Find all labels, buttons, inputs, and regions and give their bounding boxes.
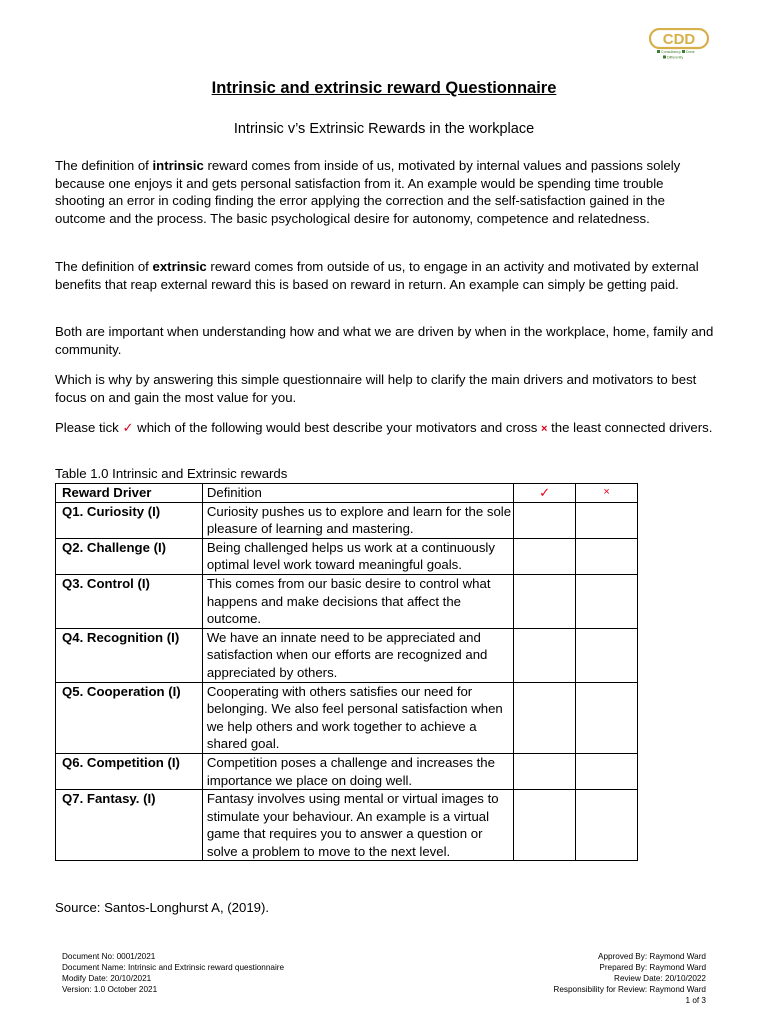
- tick-cell[interactable]: [514, 753, 576, 789]
- table-row: [56, 682, 638, 753]
- keyword-intrinsic: intrinsic: [152, 158, 204, 173]
- table-row: [56, 790, 638, 861]
- paragraph-purpose: Which is why by answering this simple questionnaire will help to clarify the main drivers and motivators to best focus on and gain the most value for you.: [55, 372, 697, 405]
- prepared-by: Prepared By: Raymond Ward: [599, 963, 706, 972]
- tick-icon: ✓: [122, 420, 134, 435]
- header-cross-icon: ×: [576, 484, 638, 503]
- reward-driver-cell: Q7. Fantasy. (I): [56, 790, 203, 861]
- approved-by: Approved By: Raymond Ward: [597, 952, 706, 961]
- definition-cell: Curiosity pushes us to explore and learn for the sole pleasure of learning and mastering.: [202, 502, 513, 538]
- header-definition: Definition: [202, 484, 513, 503]
- definition-cell: We have an innate need to be appreciated and satisfaction when our efforts are recognized and appreciated by others.: [202, 628, 513, 682]
- version: Version: 1.0 October 2021: [62, 985, 158, 994]
- cross-icon: ×: [541, 423, 548, 435]
- review-responsibility: Responsibility for Review: Raymond Ward: [553, 985, 706, 994]
- table-header-row: [56, 484, 638, 503]
- rewards-table: [55, 483, 638, 861]
- tick-cell[interactable]: [514, 574, 576, 628]
- table-row: [56, 538, 638, 574]
- page-number: 1 of 3: [685, 996, 706, 1005]
- tick-cell[interactable]: [514, 682, 576, 753]
- svg-text:CDD: CDD: [662, 31, 696, 48]
- reward-driver-cell: Q5. Cooperation (I): [56, 682, 203, 753]
- header-reward-driver: Reward Driver: [56, 484, 203, 503]
- tick-cell[interactable]: [514, 502, 576, 538]
- reward-driver-cell: Q2. Challenge (I): [56, 538, 203, 574]
- tick-cell[interactable]: [514, 628, 576, 682]
- svg-text:Differently: Differently: [667, 55, 684, 60]
- tick-cell[interactable]: [514, 790, 576, 861]
- paragraph-intrinsic-definition: The definition of intrinsic reward comes from inside of us, motivated by internal values and passions solely because one enjoys it and gets personal satisfaction from it. An example would be spending time trouble shooting an error in coding finding the error applying the correction and the self-satisfaction gained in the outcome and the process. The basic psychological desire for autonomy, competence and relatedness.: [55, 158, 681, 226]
- table-caption: Table 1.0 Intrinsic and Extrinsic rewards: [55, 466, 288, 481]
- cross-cell[interactable]: [576, 538, 638, 574]
- document-title: Intrinsic and extrinsic reward Questionnaire: [211, 79, 557, 97]
- definition-cell: Being challenged helps us work at a continuously optimal level work toward meaningful goals.: [202, 538, 513, 574]
- paragraph-extrinsic-definition: The definition of extrinsic reward comes from outside of us, to engage in an activity and motivated by external benefits that reap external reward this is based on reward in return. An example can simply be getting paid.: [55, 259, 699, 292]
- table-row: [56, 574, 638, 628]
- reward-driver-cell: Q6. Competition (I): [56, 753, 203, 789]
- header-tick-icon: ✓: [514, 484, 576, 503]
- modify-date: Modify Date: 20/10/2021: [62, 974, 152, 983]
- cross-cell[interactable]: [576, 682, 638, 753]
- definition-cell: This comes from our basic desire to control what happens and make decisions that affect the outcome.: [202, 574, 513, 628]
- document-name: Document Name: Intrinsic and Extrinsic reward questionnaire: [62, 963, 285, 972]
- cross-cell[interactable]: [576, 790, 638, 861]
- cross-cell[interactable]: [576, 753, 638, 789]
- reward-driver-cell: Q1. Curiosity (I): [56, 502, 203, 538]
- cross-cell[interactable]: [576, 628, 638, 682]
- review-date: Review Date: 20/10/2022: [614, 974, 706, 983]
- footer-document-info: [62, 951, 284, 995]
- table-row: [56, 628, 638, 682]
- document-subtitle: Intrinsic v’s Extrinsic Rewards in the workplace: [233, 121, 535, 137]
- definition-cell: Fantasy involves using mental or virtual images to stimulate your behaviour. An example is a virtual game that requires you to answer a question or solve a problem to move to the next level.: [202, 790, 513, 861]
- table-row: [56, 502, 638, 538]
- definition-cell: Competition poses a challenge and increases the importance we place on doing well.: [202, 753, 513, 789]
- cross-cell[interactable]: [576, 574, 638, 628]
- table-row: [56, 753, 638, 789]
- paragraph-importance: Both are important when understanding how and what we are driven by when in the workplace, home, family and community.: [55, 324, 714, 357]
- keyword-extrinsic: extrinsic: [152, 259, 207, 274]
- reward-driver-cell: Q4. Recognition (I): [56, 628, 203, 682]
- svg-text:Consultancy: Consultancy: [661, 50, 681, 54]
- definition-cell: Cooperating with others satisfies our need for belonging. We also feel personal satisfaction when we help others and work together to achieve a shared goal.: [202, 682, 513, 753]
- tick-cell[interactable]: [514, 538, 576, 574]
- reward-driver-cell: Q3. Control (I): [56, 574, 203, 628]
- cross-cell[interactable]: [576, 502, 638, 538]
- paragraph-instructions: Please tick ✓ which of the following would best describe your motivators and cross × the least connected drivers.: [55, 420, 713, 435]
- source-citation: Source: Santos-Longhurst A, (2019).: [55, 900, 270, 915]
- footer-approval-info: [553, 951, 706, 1006]
- svg-text:Done: Done: [686, 50, 695, 54]
- company-logo: [649, 28, 709, 62]
- document-number: Document No: 0001/2021: [62, 952, 156, 961]
